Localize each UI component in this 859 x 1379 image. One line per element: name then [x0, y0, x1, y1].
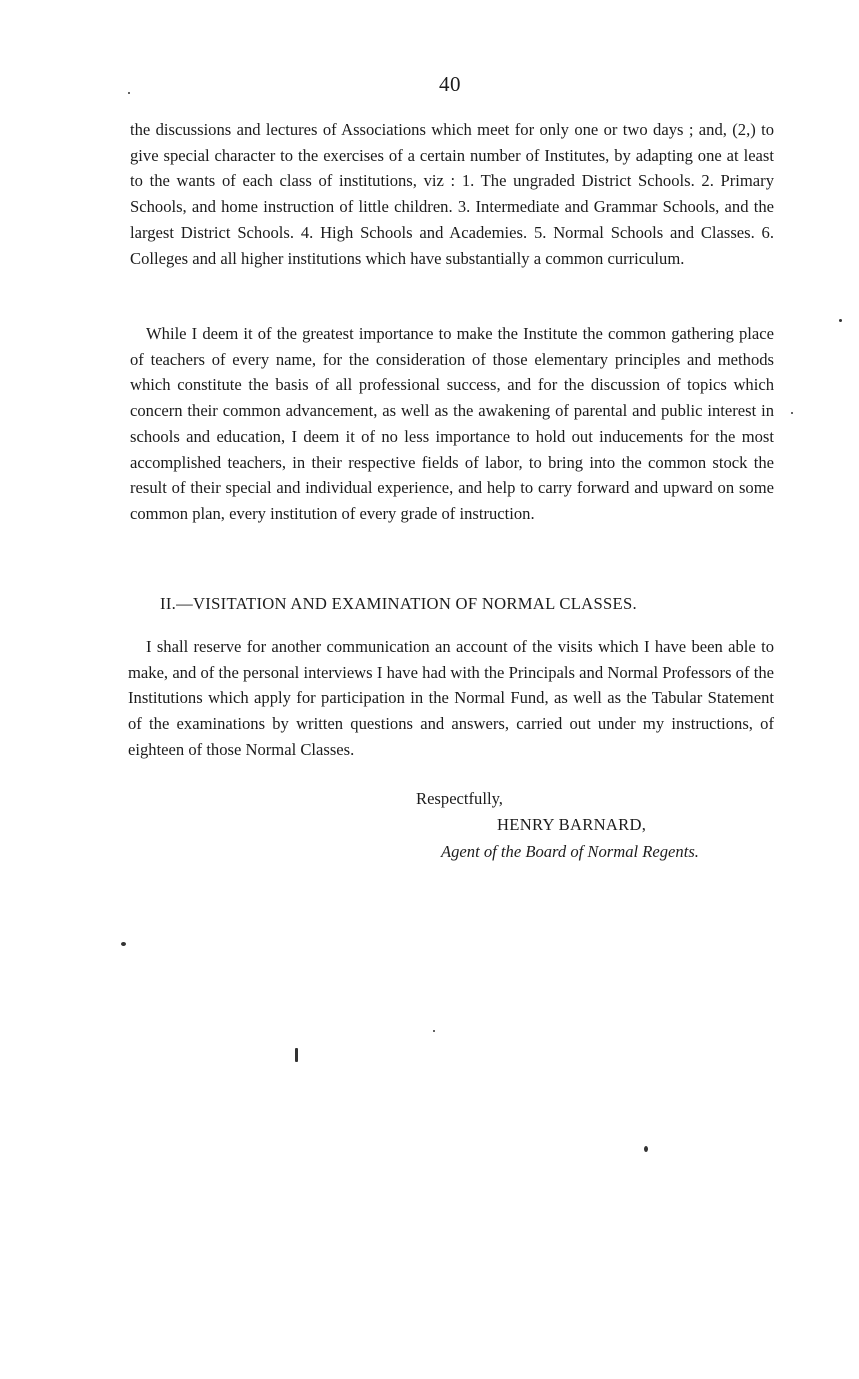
closing-salutation: Respectfully,	[416, 789, 503, 808]
scan-speck	[128, 92, 130, 94]
scan-speck	[839, 319, 842, 322]
paragraph-continuation: the discussions and lectures of Associations which meet for only one or two days ; and, (2,) to give special character to the exercises of a certain number of Institutes, by adapting one at least to the wants of each class of institutions, viz : 1. The ungraded District Schools. 2. Primary Schools, and home instruction of little children. 3. Intermediate and Grammar Schools, and the largest District Schools. 4. High Schools and Academies. 5. Normal Schools and Classes. 6. Colleges and all higher institutions which have substantially a common curriculum.	[130, 120, 774, 268]
scan-speck	[433, 1030, 435, 1032]
paragraph-institutes: While I deem it of the greatest importance to make the Institute the common gathering place of teachers of every name, for the consideration of those elementary principles and methods which constitute the basis of all professional success, and for the discussion of topics which concern their common advancement, as well as the awakening of parental and public interest in schools and education, I deem it of no less importance to hold out inducements for the most accomplished teachers, in their respective fields of labor, to bring into the common stock the result of their special and individual experience, and help to carry forward and upward on some common plan, every institution of every grade of instruction.	[130, 324, 774, 523]
scan-speck	[295, 1048, 298, 1062]
page-number: 40	[439, 72, 461, 96]
paragraph-visitation: I shall reserve for another communication an account of the visits which I have been able to make, and of the personal interviews I have had with the Principals and Normal Professors of the Institutions which apply for participation in the Normal Fund, as well as the Tabular Statement of the examinations by written questions and answers, carried out under my instructions, of eighteen of those Normal Classes.	[128, 637, 774, 759]
scan-speck	[644, 1146, 648, 1152]
section-heading: II.—VISITATION AND EXAMINATION OF NORMAL CLASSES.	[160, 594, 637, 613]
scan-speck	[121, 942, 126, 946]
signer-name: HENRY BARNARD,	[497, 815, 647, 834]
scan-speck	[791, 412, 793, 414]
signer-title: Agent of the Board of Normal Regents.	[441, 842, 699, 861]
